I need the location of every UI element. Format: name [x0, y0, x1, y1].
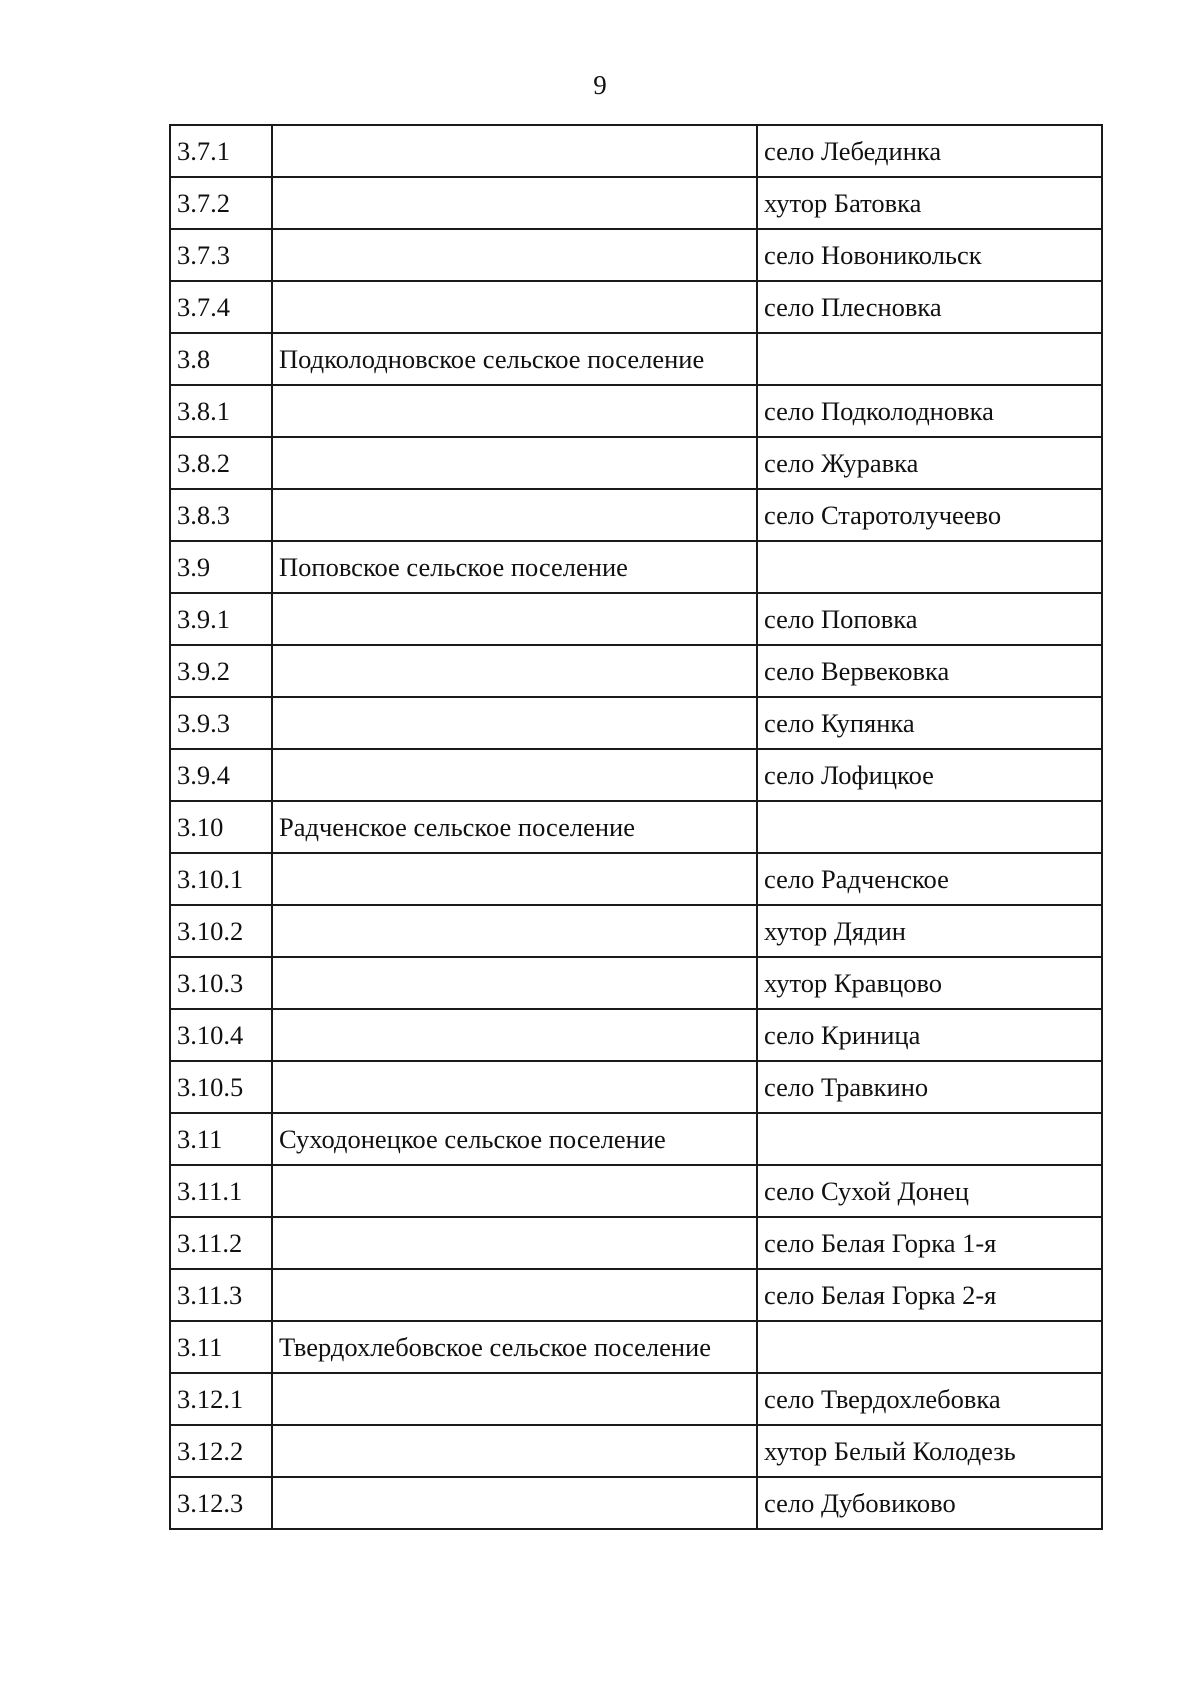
- settlement-cell: село Старотолучеево: [757, 489, 1102, 541]
- municipality-cell: [272, 177, 757, 229]
- row-number-cell: 3.8.3: [170, 489, 272, 541]
- settlement-cell: село Твердохлебовка: [757, 1373, 1102, 1425]
- settlement-cell: село Плесновка: [757, 281, 1102, 333]
- municipality-cell: [272, 1269, 757, 1321]
- row-number-cell: 3.7.3: [170, 229, 272, 281]
- table-row: [170, 177, 1102, 229]
- settlement-cell: село Журавка: [757, 437, 1102, 489]
- row-number-cell: 3.11.3: [170, 1269, 272, 1321]
- municipality-cell: [272, 385, 757, 437]
- settlement-cell: хутор Батовка: [757, 177, 1102, 229]
- row-number-cell: 3.10.2: [170, 905, 272, 957]
- municipality-cell: Твердохлебовское сельское поселение: [272, 1321, 757, 1373]
- settlement-cell: село Вервековка: [757, 645, 1102, 697]
- municipality-cell: [272, 749, 757, 801]
- row-number-cell: 3.7.2: [170, 177, 272, 229]
- row-number-cell: 3.12.3: [170, 1477, 272, 1529]
- settlement-cell: село Дубовиково: [757, 1477, 1102, 1529]
- settlement-cell: [757, 333, 1102, 385]
- table-row: [170, 1321, 1102, 1373]
- table-row: [170, 489, 1102, 541]
- settlement-cell: село Купянка: [757, 697, 1102, 749]
- table-row: [170, 1009, 1102, 1061]
- table-row: [170, 801, 1102, 853]
- municipality-cell: [272, 437, 757, 489]
- municipality-cell: Подколодновское сельское поселение: [272, 333, 757, 385]
- table-row: [170, 853, 1102, 905]
- municipality-cell: [272, 1165, 757, 1217]
- row-number-cell: 3.7.4: [170, 281, 272, 333]
- municipality-cell: [272, 645, 757, 697]
- settlement-cell: хутор Дядин: [757, 905, 1102, 957]
- row-number-cell: 3.9.1: [170, 593, 272, 645]
- municipality-cell: [272, 1425, 757, 1477]
- municipality-cell: [272, 125, 757, 177]
- table-row: [170, 385, 1102, 437]
- page-number: 9: [593, 70, 607, 100]
- settlement-cell: село Новоникольск: [757, 229, 1102, 281]
- municipality-cell: [272, 1477, 757, 1529]
- settlement-cell: село Травкино: [757, 1061, 1102, 1113]
- municipality-cell: Поповское сельское поселение: [272, 541, 757, 593]
- row-number-cell: 3.10: [170, 801, 272, 853]
- row-number-cell: 3.12.1: [170, 1373, 272, 1425]
- row-number-cell: 3.12.2: [170, 1425, 272, 1477]
- municipality-cell: [272, 1373, 757, 1425]
- settlement-cell: [757, 541, 1102, 593]
- row-number-cell: 3.8.2: [170, 437, 272, 489]
- settlement-cell: село Лебединка: [757, 125, 1102, 177]
- table-row: [170, 749, 1102, 801]
- table-row: [170, 333, 1102, 385]
- municipality-cell: [272, 593, 757, 645]
- municipality-cell: [272, 697, 757, 749]
- row-number-cell: 3.10.4: [170, 1009, 272, 1061]
- municipality-cell: [272, 1009, 757, 1061]
- settlement-cell: хутор Кравцово: [757, 957, 1102, 1009]
- table-row: [170, 1477, 1102, 1529]
- settlement-cell: село Подколодновка: [757, 385, 1102, 437]
- row-number-cell: 3.8: [170, 333, 272, 385]
- table-row: [170, 1425, 1102, 1477]
- settlement-cell: [757, 1113, 1102, 1165]
- settlement-cell: село Поповка: [757, 593, 1102, 645]
- settlement-cell: село Криница: [757, 1009, 1102, 1061]
- row-number-cell: 3.8.1: [170, 385, 272, 437]
- row-number-cell: 3.7.1: [170, 125, 272, 177]
- table-row: [170, 281, 1102, 333]
- settlement-cell: село Сухой Донец: [757, 1165, 1102, 1217]
- municipality-cell: [272, 853, 757, 905]
- row-number-cell: 3.11.2: [170, 1217, 272, 1269]
- row-number-cell: 3.11: [170, 1113, 272, 1165]
- table-row: [170, 1113, 1102, 1165]
- settlement-cell: село Лофицкое: [757, 749, 1102, 801]
- table-row: [170, 541, 1102, 593]
- table-row: [170, 697, 1102, 749]
- municipality-cell: Радченское сельское поселение: [272, 801, 757, 853]
- table-row: [170, 1269, 1102, 1321]
- settlements-table-body: [170, 125, 1102, 1529]
- row-number-cell: 3.10.3: [170, 957, 272, 1009]
- municipality-cell: [272, 1061, 757, 1113]
- row-number-cell: 3.9.3: [170, 697, 272, 749]
- row-number-cell: 3.11.1: [170, 1165, 272, 1217]
- row-number-cell: 3.9.2: [170, 645, 272, 697]
- table-row: [170, 957, 1102, 1009]
- municipality-cell: Суходонецкое сельское поселение: [272, 1113, 757, 1165]
- settlement-cell: [757, 801, 1102, 853]
- table-row: [170, 437, 1102, 489]
- municipality-cell: [272, 281, 757, 333]
- table-row: [170, 1165, 1102, 1217]
- municipality-cell: [272, 229, 757, 281]
- table-row: [170, 229, 1102, 281]
- settlement-cell: село Белая Горка 1-я: [757, 1217, 1102, 1269]
- table-row: [170, 1217, 1102, 1269]
- settlement-cell: хутор Белый Колодезь: [757, 1425, 1102, 1477]
- settlement-cell: село Белая Горка 2-я: [757, 1269, 1102, 1321]
- municipality-cell: [272, 489, 757, 541]
- row-number-cell: 3.10.5: [170, 1061, 272, 1113]
- settlement-cell: село Радченское: [757, 853, 1102, 905]
- table-row: [170, 593, 1102, 645]
- row-number-cell: 3.10.1: [170, 853, 272, 905]
- row-number-cell: 3.9: [170, 541, 272, 593]
- table-row: [170, 905, 1102, 957]
- row-number-cell: 3.9.4: [170, 749, 272, 801]
- settlement-cell: [757, 1321, 1102, 1373]
- table-row: [170, 1373, 1102, 1425]
- municipality-cell: [272, 957, 757, 1009]
- row-number-cell: 3.11: [170, 1321, 272, 1373]
- settlements-table: [169, 124, 1103, 1530]
- municipality-cell: [272, 905, 757, 957]
- table-row: [170, 125, 1102, 177]
- municipality-cell: [272, 1217, 757, 1269]
- table-row: [170, 1061, 1102, 1113]
- table-row: [170, 645, 1102, 697]
